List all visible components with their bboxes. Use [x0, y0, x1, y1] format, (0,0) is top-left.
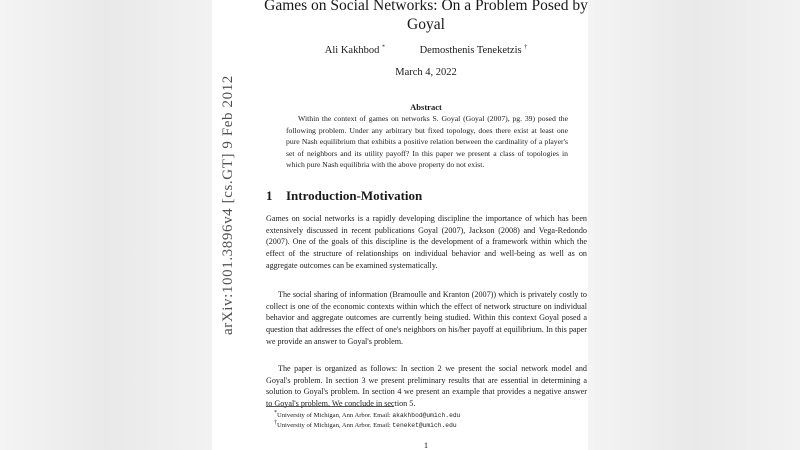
footnote-mark: *: [274, 410, 277, 416]
author-name: Demosthenis Teneketzis: [419, 44, 522, 56]
author-mark: *: [381, 44, 385, 50]
paper-date: March 4, 2022: [395, 67, 457, 78]
background-right: [588, 0, 800, 450]
section-number: 1: [266, 188, 273, 203]
author: [420, 45, 528, 56]
section-title: Introduction-Motivation: [286, 188, 423, 203]
section-heading: [266, 188, 586, 204]
footnote: [274, 419, 594, 430]
footnote-mark: †: [274, 420, 277, 426]
footnote-email: akakhbod@umich.edu: [392, 412, 461, 420]
author-name: Ali Kakhbod: [324, 44, 380, 56]
author: [325, 45, 385, 56]
footnote-email: teneket@umich.edu: [392, 422, 457, 430]
footnote-text: University of Michigan, Ann Arbor. Email:: [277, 422, 393, 430]
body-paragraph: Games on social networks is a rapidly developing discipline the importance of which has been extensively discussed in recent publications Goyal (2007), Jackson (2008) and Vega-Redondo (2007). One of the goals of this discipline is the development of a framework within which the effect of the structure of relationships on individual behavior and well-being as well as on aggregate outcomes can be examined systematically.: [266, 214, 587, 270]
abstract-heading: Abstract: [410, 102, 442, 112]
footnote-rule: [266, 406, 394, 407]
author-list: [262, 44, 590, 56]
background-left: [0, 0, 212, 450]
body-paragraph: The social sharing of information (Bramoulle and Kranton (2007)) which is privately costly to collect is one of the economic contexts within which the effect of network structure on individual behavior and aggregate outcomes are currently being studied. Within this context Goyal posed a question that addresses the effect of one's neighbors on his/her payoff at equilibrium. In this paper we provide an answer to Goyal's problem.: [266, 290, 587, 346]
body-paragraph: The paper is organized as follows: In section 2 we present the social network model and Goyal's problem. In section 3 we present preliminary results that are essential in determining a solution to Goyal's problem. In section 4 we present an example that provides a negative answer to Goyal's problem. We conclude in section 5.: [266, 364, 587, 409]
footnote-text: University of Michigan, Ann Arbor. Email:: [277, 412, 393, 420]
arxiv-stamp: arXiv:1001.3896v4 [cs.GT] 9 Feb 2012: [220, 75, 236, 335]
author-mark: †: [524, 44, 528, 50]
page-number: 1: [423, 440, 429, 450]
abstract-text: Within the context of games on networks S. Goyal (Goyal (2007), pg. 39) posed the following problem. Under any arbitrary but fixed topology, does there exist at least one pure Nash equilibrium that exhibits a positive relation between the cardinality of a player's set of neighbors and its utility payoff? In this paper we present a class of topologies in which pure Nash equilibria with the above property do not exist.: [286, 114, 568, 170]
paper-title: Games on Social Networks: On a Problem Posed by Goyal: [264, 0, 588, 33]
